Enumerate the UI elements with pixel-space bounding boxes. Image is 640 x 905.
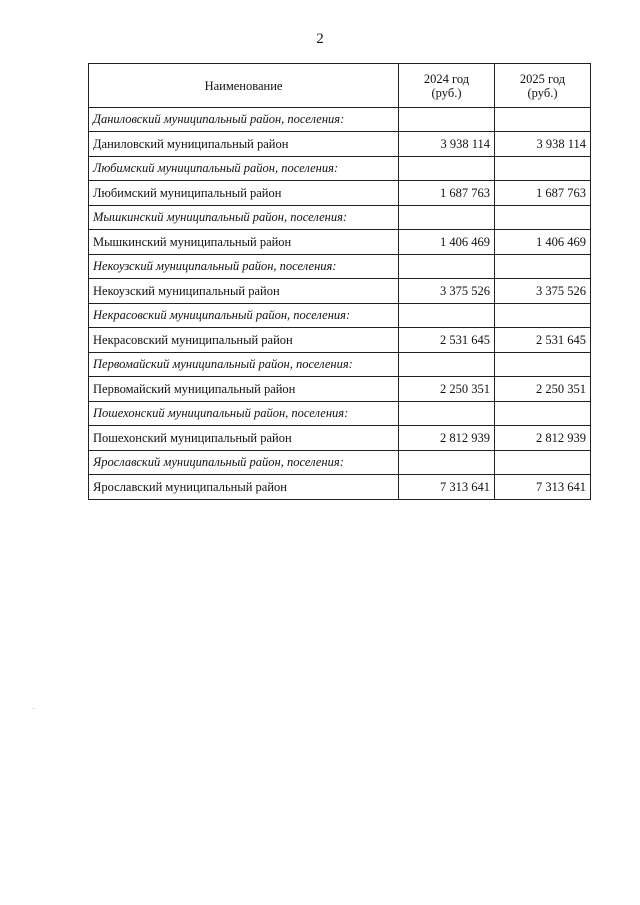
header-year-2025-unit: (руб.) xyxy=(527,85,558,100)
table-row-subtitle xyxy=(89,108,591,132)
table-row xyxy=(89,279,591,304)
amount-2025: 1 406 469 xyxy=(495,230,591,255)
district-name: Любимский муниципальный район xyxy=(89,181,399,206)
district-subtitle: Мышкинский муниципальный район, поселения: xyxy=(89,206,399,230)
table-row xyxy=(89,181,591,206)
district-subtitle: Некрасовский муниципальный район, поселения: xyxy=(89,304,399,328)
district-name: Первомайский муниципальный район xyxy=(89,377,399,402)
district-name: Некрасовский муниципальный район xyxy=(89,328,399,353)
district-name: Даниловский муниципальный район xyxy=(89,132,399,157)
header-year-2024 xyxy=(399,64,495,108)
amount-2024: 1 406 469 xyxy=(399,230,495,255)
amount-2025: 2 812 939 xyxy=(495,426,591,451)
header-name: Наименование xyxy=(89,64,399,108)
table-row-subtitle xyxy=(89,353,591,377)
table-row-subtitle xyxy=(89,304,591,328)
table-row-subtitle xyxy=(89,157,591,181)
district-name: Ярославский муниципальный район xyxy=(89,475,399,500)
scan-speck xyxy=(33,708,34,709)
district-subtitle: Ярославский муниципальный район, поселения: xyxy=(89,451,399,475)
amount-2024: 2 531 645 xyxy=(399,328,495,353)
table-row xyxy=(89,426,591,451)
district-subtitle: Первомайский муниципальный район, поселения: xyxy=(89,353,399,377)
table-row-subtitle xyxy=(89,451,591,475)
table-row-subtitle xyxy=(89,206,591,230)
table-row-subtitle xyxy=(89,402,591,426)
district-name: Некоузский муниципальный район xyxy=(89,279,399,304)
district-subtitle: Пошехонский муниципальный район, поселения: xyxy=(89,402,399,426)
budget-table xyxy=(88,63,591,500)
district-subtitle: Некоузский муниципальный район, поселения: xyxy=(89,255,399,279)
amount-2024: 2 812 939 xyxy=(399,426,495,451)
header-year-2024-label: 2024 год xyxy=(423,71,470,86)
table-row xyxy=(89,132,591,157)
amount-2025: 2 531 645 xyxy=(495,328,591,353)
amount-2024: 3 375 526 xyxy=(399,279,495,304)
table-row xyxy=(89,230,591,255)
amount-2024: 1 687 763 xyxy=(399,181,495,206)
amount-2025: 7 313 641 xyxy=(495,475,591,500)
amount-2024: 2 250 351 xyxy=(399,377,495,402)
district-subtitle: Любимский муниципальный район, поселения: xyxy=(89,157,399,181)
amount-2025: 3 375 526 xyxy=(495,279,591,304)
district-name: Пошехонский муниципальный район xyxy=(89,426,399,451)
amount-2025: 3 938 114 xyxy=(495,132,591,157)
amount-2024: 7 313 641 xyxy=(399,475,495,500)
district-name: Мышкинский муниципальный район xyxy=(89,230,399,255)
amount-2025: 1 687 763 xyxy=(495,181,591,206)
header-year-2025-label: 2025 год xyxy=(519,71,566,86)
table-row-subtitle xyxy=(89,255,591,279)
table-row xyxy=(89,475,591,500)
header-year-2025 xyxy=(495,64,591,108)
header-year-2024-unit: (руб.) xyxy=(431,85,462,100)
table-row xyxy=(89,377,591,402)
table-header-row xyxy=(89,64,591,108)
table-row xyxy=(89,328,591,353)
amount-2025: 2 250 351 xyxy=(495,377,591,402)
district-subtitle: Даниловский муниципальный район, поселения: xyxy=(89,108,399,132)
amount-2024: 3 938 114 xyxy=(399,132,495,157)
page-number: 2 xyxy=(316,31,324,47)
